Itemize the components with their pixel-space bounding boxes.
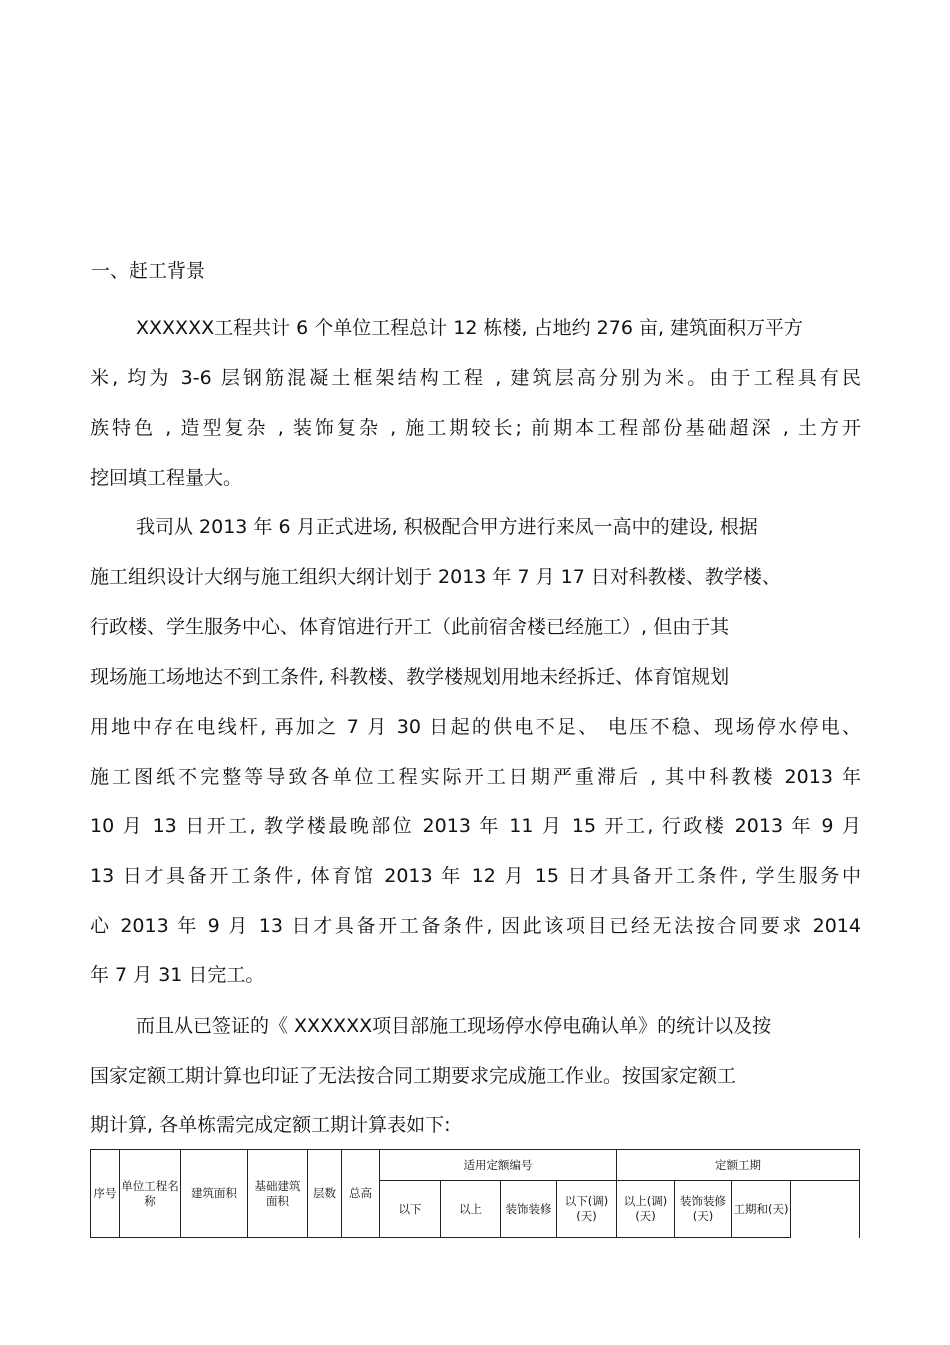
header-period-below: 以下(调)(天)	[557, 1181, 617, 1238]
paragraph-line: 国家定额工期计算也印证了无法按合同工期要求完成施工作业。按国家定额工	[90, 1065, 737, 1087]
paragraph-line: 行政楼、学生服务中心、体育馆进行开工（此前宿舍楼已经施工）, 但由于其	[90, 616, 730, 638]
header-quota-period-group: 定额工期	[617, 1150, 860, 1181]
paragraph-line: 施工组织设计大纲与施工组织大纲计划于 2013 年 7 月 17 日对科教楼、教学楼、	[90, 566, 781, 588]
paragraph-line: 米, 均为 3-6 层钢筋混凝土框架结构工程 , 建筑层高分别为米。由于工程具有民	[90, 367, 861, 389]
header-base-area: 基础建筑面积	[248, 1150, 308, 1238]
paragraph-line: 13 日才具备开工条件, 体育馆 2013 年 12 月 15 日才具备开工条件, 学生服务中	[90, 865, 861, 887]
paragraph-line: 而且从已签证的《 XXXXXX项目部施工现场停水停电确认单》的统计以及按	[136, 1015, 772, 1037]
paragraph-line: XXXXXX工程共计 6 个单位工程总计 12 栋楼, 占地约 276 亩, 建筑面积万平方	[136, 317, 804, 339]
paragraph-line: 我司从 2013 年 6 月正式进场, 积极配合甲方进行来凤一高中的建设, 根据	[136, 516, 758, 538]
header-period-decoration: 装饰装修(天)	[675, 1181, 732, 1238]
quota-period-table	[90, 1149, 860, 1238]
paragraph-line: 族特色 , 造型复杂 , 装饰复杂 , 施工期较长; 前期本工程部份基础超深 , 土方开	[90, 417, 861, 439]
paragraph-line: 用地中存在电线杆, 再加之 7 月 30 日起的供电不足、 电压不稳、现场停水停电、	[90, 716, 861, 738]
header-unit-name: 单位工程名称	[120, 1150, 181, 1238]
header-building-area: 建筑面积	[181, 1150, 248, 1238]
header-code-above: 以上	[441, 1181, 501, 1238]
paragraph-line: 10 月 13 日开工, 教学楼最晚部位 2013 年 11 月 15 开工, 行政楼 2013 年 9 月	[90, 815, 861, 837]
header-seq: 序号	[91, 1150, 120, 1238]
paragraph-line: 施工图纸不完整等导致各单位工程实际开工日期严重滞后 , 其中科教楼 2013 年	[90, 766, 861, 788]
header-total-height: 总高	[342, 1150, 380, 1238]
paragraph-line: 现场施工场地达不到工条件, 科教楼、教学楼规划用地未经拆迁、体育馆规划	[90, 666, 730, 688]
section-heading: 一、赶工背景	[91, 260, 206, 282]
paragraph-line: 年 7 月 31 日完工。	[90, 964, 265, 986]
header-period-above: 以上(调)(天)	[617, 1181, 675, 1238]
header-code-decoration: 装饰装修	[501, 1181, 557, 1238]
header-period-sum: 工期和(天)	[732, 1181, 791, 1238]
header-floors: 层数	[308, 1150, 342, 1238]
paragraph-line: 心 2013 年 9 月 13 日才具备开工备条件, 因此该项目已经无法按合同要求 2014	[90, 915, 861, 937]
header-quota-code-group: 适用定额编号	[380, 1150, 617, 1181]
header-code-below: 以下	[380, 1181, 441, 1238]
paragraph-line: 挖回填工程量大。	[90, 467, 243, 489]
paragraph-line: 期计算, 各单栋需完成定额工期计算表如下:	[90, 1114, 451, 1136]
